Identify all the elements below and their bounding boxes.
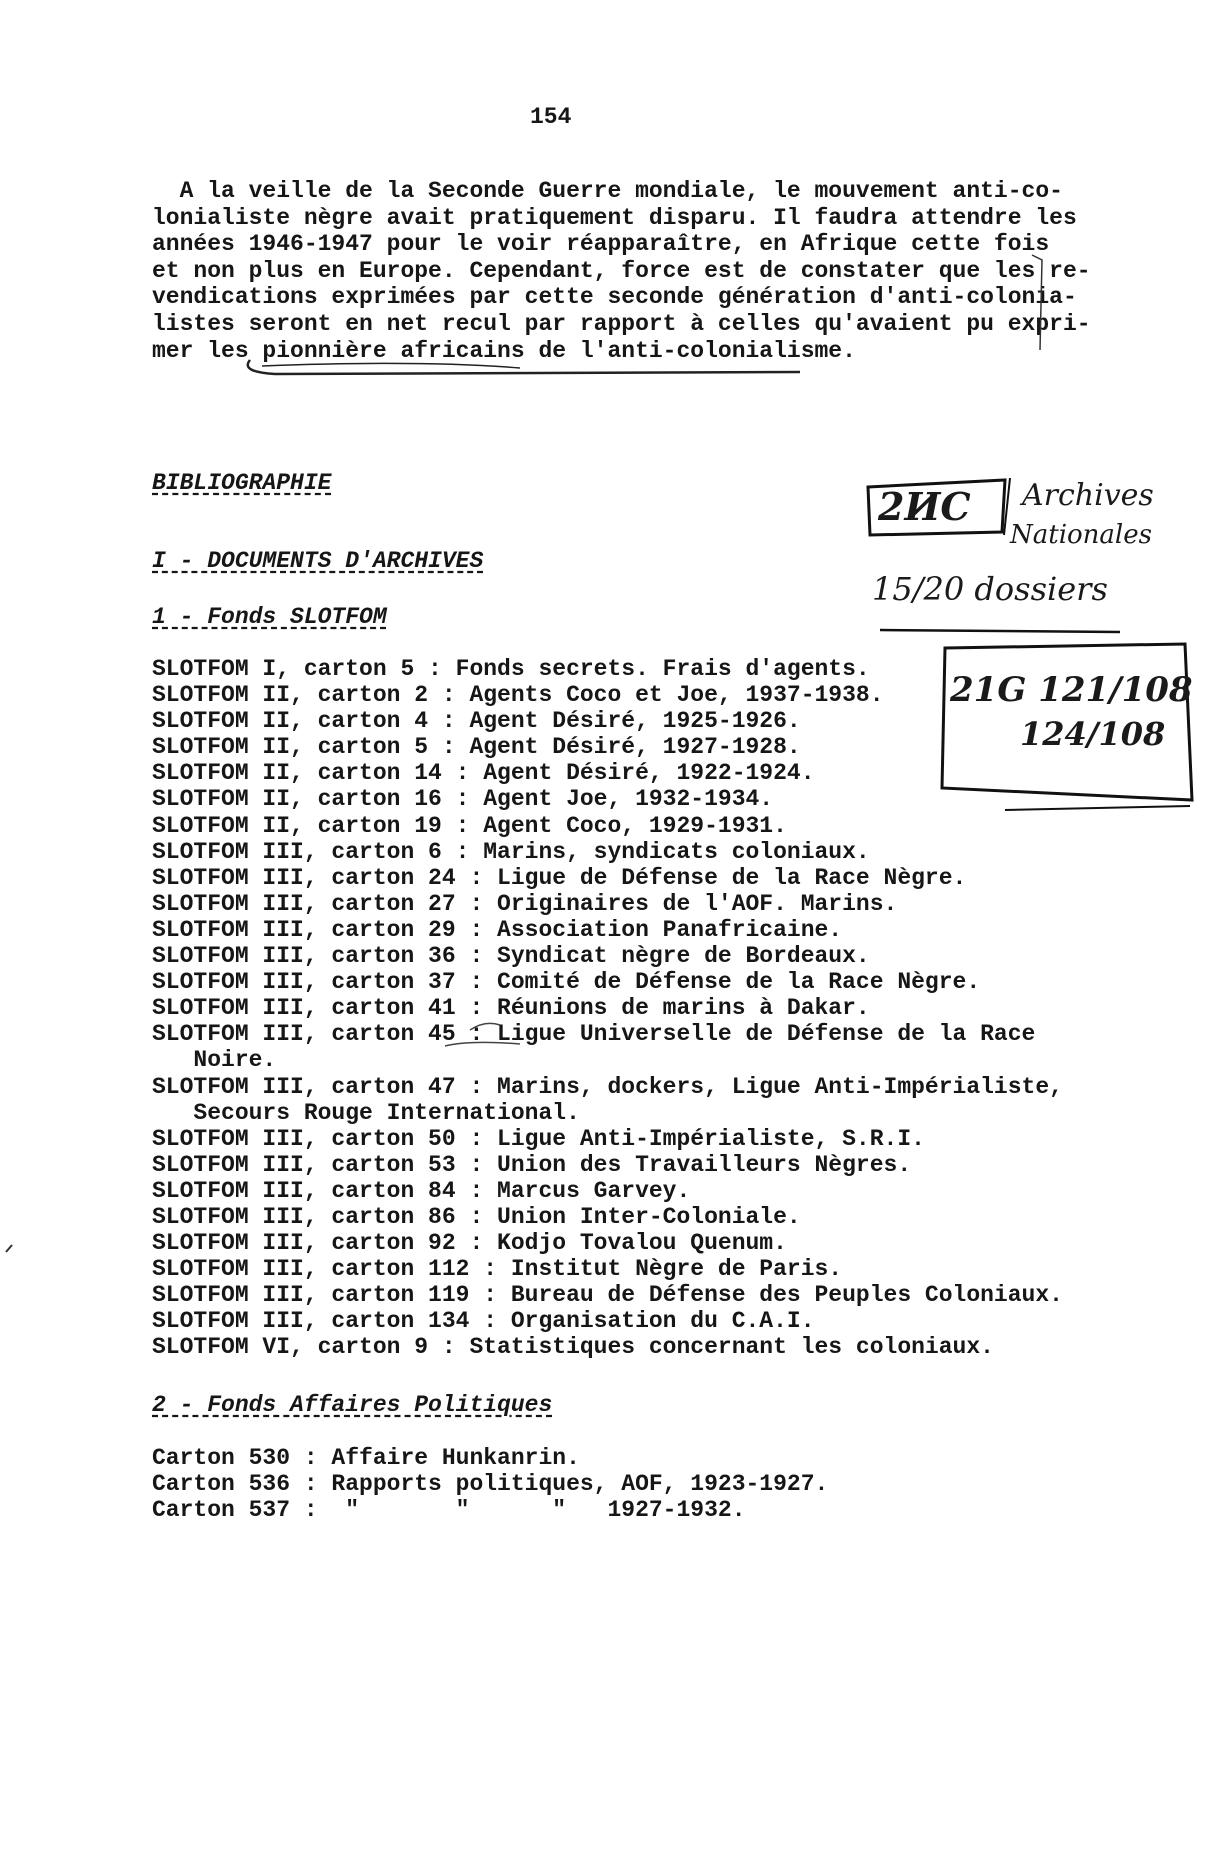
list-item: SLOTFOM III, carton 47 : Marins, dockers, Ligue Anti-Impérialiste, <box>152 1073 1063 1100</box>
list-item: Carton 530 : Affaire Hunkanrin. <box>152 1445 580 1471</box>
list-item: SLOTFOM VI, carton 9 : Statistiques concernant les coloniaux. <box>152 1334 994 1361</box>
handwritten-code2-line2: 124/108 <box>1020 715 1166 753</box>
fonds-affaires-heading: 2 - Fonds Affaires Politiques <box>152 1392 553 1418</box>
list-item: SLOTFOM III, carton 27 : Originaires de l'AOF. Marins. <box>152 890 898 917</box>
list-item: SLOTFOM II, carton 16 : Agent Joe, 1932-1934. <box>152 786 774 813</box>
list-item: Carton 537 : " " " 1927-1932. <box>152 1497 746 1524</box>
paragraph-line: mer les pionnière africains de l'anti-colonialisme. <box>152 337 856 364</box>
separator-line <box>880 630 1120 632</box>
list-item: SLOTFOM III, carton 134 : Organisation du C.A.I. <box>152 1308 815 1335</box>
paragraph-line: vendications exprimées par cette seconde génération d'anti-colonia- <box>152 284 1077 311</box>
pencil-mark <box>6 1245 12 1252</box>
list-item: SLOTFOM III, carton 37 : Comité de Défense de la Race Nègre. <box>152 969 981 996</box>
list-item: SLOTFOM III, carton 92 : Kodjo Tovalou Quenum. <box>152 1230 787 1257</box>
list-item: SLOTFOM III, carton 86 : Union Inter-Coloniale. <box>152 1203 801 1230</box>
handwritten-code2-line1: 21G 121/108 <box>950 670 1193 710</box>
paragraph-line: lonialiste nègre avait pratiquement disparu. Il faudra attendre les <box>152 204 1077 231</box>
list-item: SLOTFOM III, carton 36 : Syndicat nègre de Bordeaux. <box>152 943 870 970</box>
list-item: SLOTFOM II, carton 5 : Agent Désiré, 1927-1928. <box>152 734 801 761</box>
pencil-mark <box>445 1042 520 1046</box>
list-item: SLOTFOM III, carton 41 : Réunions de marins à Dakar. <box>152 995 870 1022</box>
list-item: Carton 536 : Rapports politiques, AOF, 1923-1927. <box>152 1471 829 1498</box>
documents-heading: I - DOCUMENTS D'ARCHIVES <box>152 548 484 574</box>
handwritten-nationales: Nationales <box>1010 520 1152 550</box>
list-item: SLOTFOM III, carton 45 : Ligue Universelle de Défense de la Race <box>152 1021 1036 1048</box>
list-item: SLOTFOM II, carton 14 : Agent Désiré, 1922-1924. <box>152 760 815 787</box>
list-item: SLOTFOM III, carton 24 : Ligue de Défense de la Race Nègre. <box>152 864 967 891</box>
list-item: SLOTFOM III, carton 53 : Union des Travailleurs Nègres. <box>152 1151 912 1178</box>
paragraph-line: listes seront en net recul par rapport à celles qu'avaient pu expri- <box>152 310 1091 337</box>
list-item: SLOTFOM I, carton 5 : Fonds secrets. Frais d'agents. <box>152 656 870 682</box>
list-item: SLOTFOM III, carton 50 : Ligue Anti-Impérialiste, S.R.I. <box>152 1125 925 1152</box>
list-item: SLOTFOM III, carton 112 : Institut Nègre de Paris. <box>152 1256 843 1283</box>
paragraph-line: et non plus en Europe. Cependant, force est de constater que les re- <box>152 257 1091 284</box>
list-item: SLOTFOM II, carton 2 : Agents Coco et Joe, 1937-1938. <box>152 682 884 709</box>
underline-scribble <box>248 360 800 374</box>
paragraph-line: A la veille de la Seconde Guerre mondiale, le mouvement anti-co- <box>152 178 1063 204</box>
margin-bracket <box>1032 255 1042 350</box>
pencil-mark <box>470 1023 500 1030</box>
handwritten-box-code: 2ИC <box>878 484 971 529</box>
list-item: SLOTFOM III, carton 119 : Bureau de Défense des Peuples Coloniaux. <box>152 1282 1063 1309</box>
page-number: 154 <box>530 104 572 130</box>
list-item: Secours Rouge International. <box>152 1099 580 1126</box>
underline-scribble <box>262 363 520 368</box>
paragraph-line: années 1946-1947 pour le voir réapparaître, en Afrique cette fois <box>152 231 1050 258</box>
list-item: SLOTFOM III, carton 84 : Marcus Garvey. <box>152 1177 691 1204</box>
list-item: Noire. <box>152 1047 277 1074</box>
bibliographie-heading: BIBLIOGRAPHIE <box>152 470 332 496</box>
separator-line <box>1005 806 1190 810</box>
fonds-slotfom-heading: 1 - Fonds SLOTFOM <box>152 604 387 630</box>
list-item: SLOTFOM III, carton 6 : Marins, syndicats coloniaux. <box>152 838 870 865</box>
handwritten-dossiers: 15/20 dossiers <box>872 570 1108 608</box>
list-item: SLOTFOM III, carton 29 : Association Panafricaine. <box>152 916 843 943</box>
list-item: SLOTFOM II, carton 4 : Agent Désiré, 1925-1926. <box>152 708 801 735</box>
list-item: SLOTFOM II, carton 19 : Agent Coco, 1929-1931. <box>152 812 787 839</box>
handwritten-archives: Archives <box>1022 478 1154 513</box>
